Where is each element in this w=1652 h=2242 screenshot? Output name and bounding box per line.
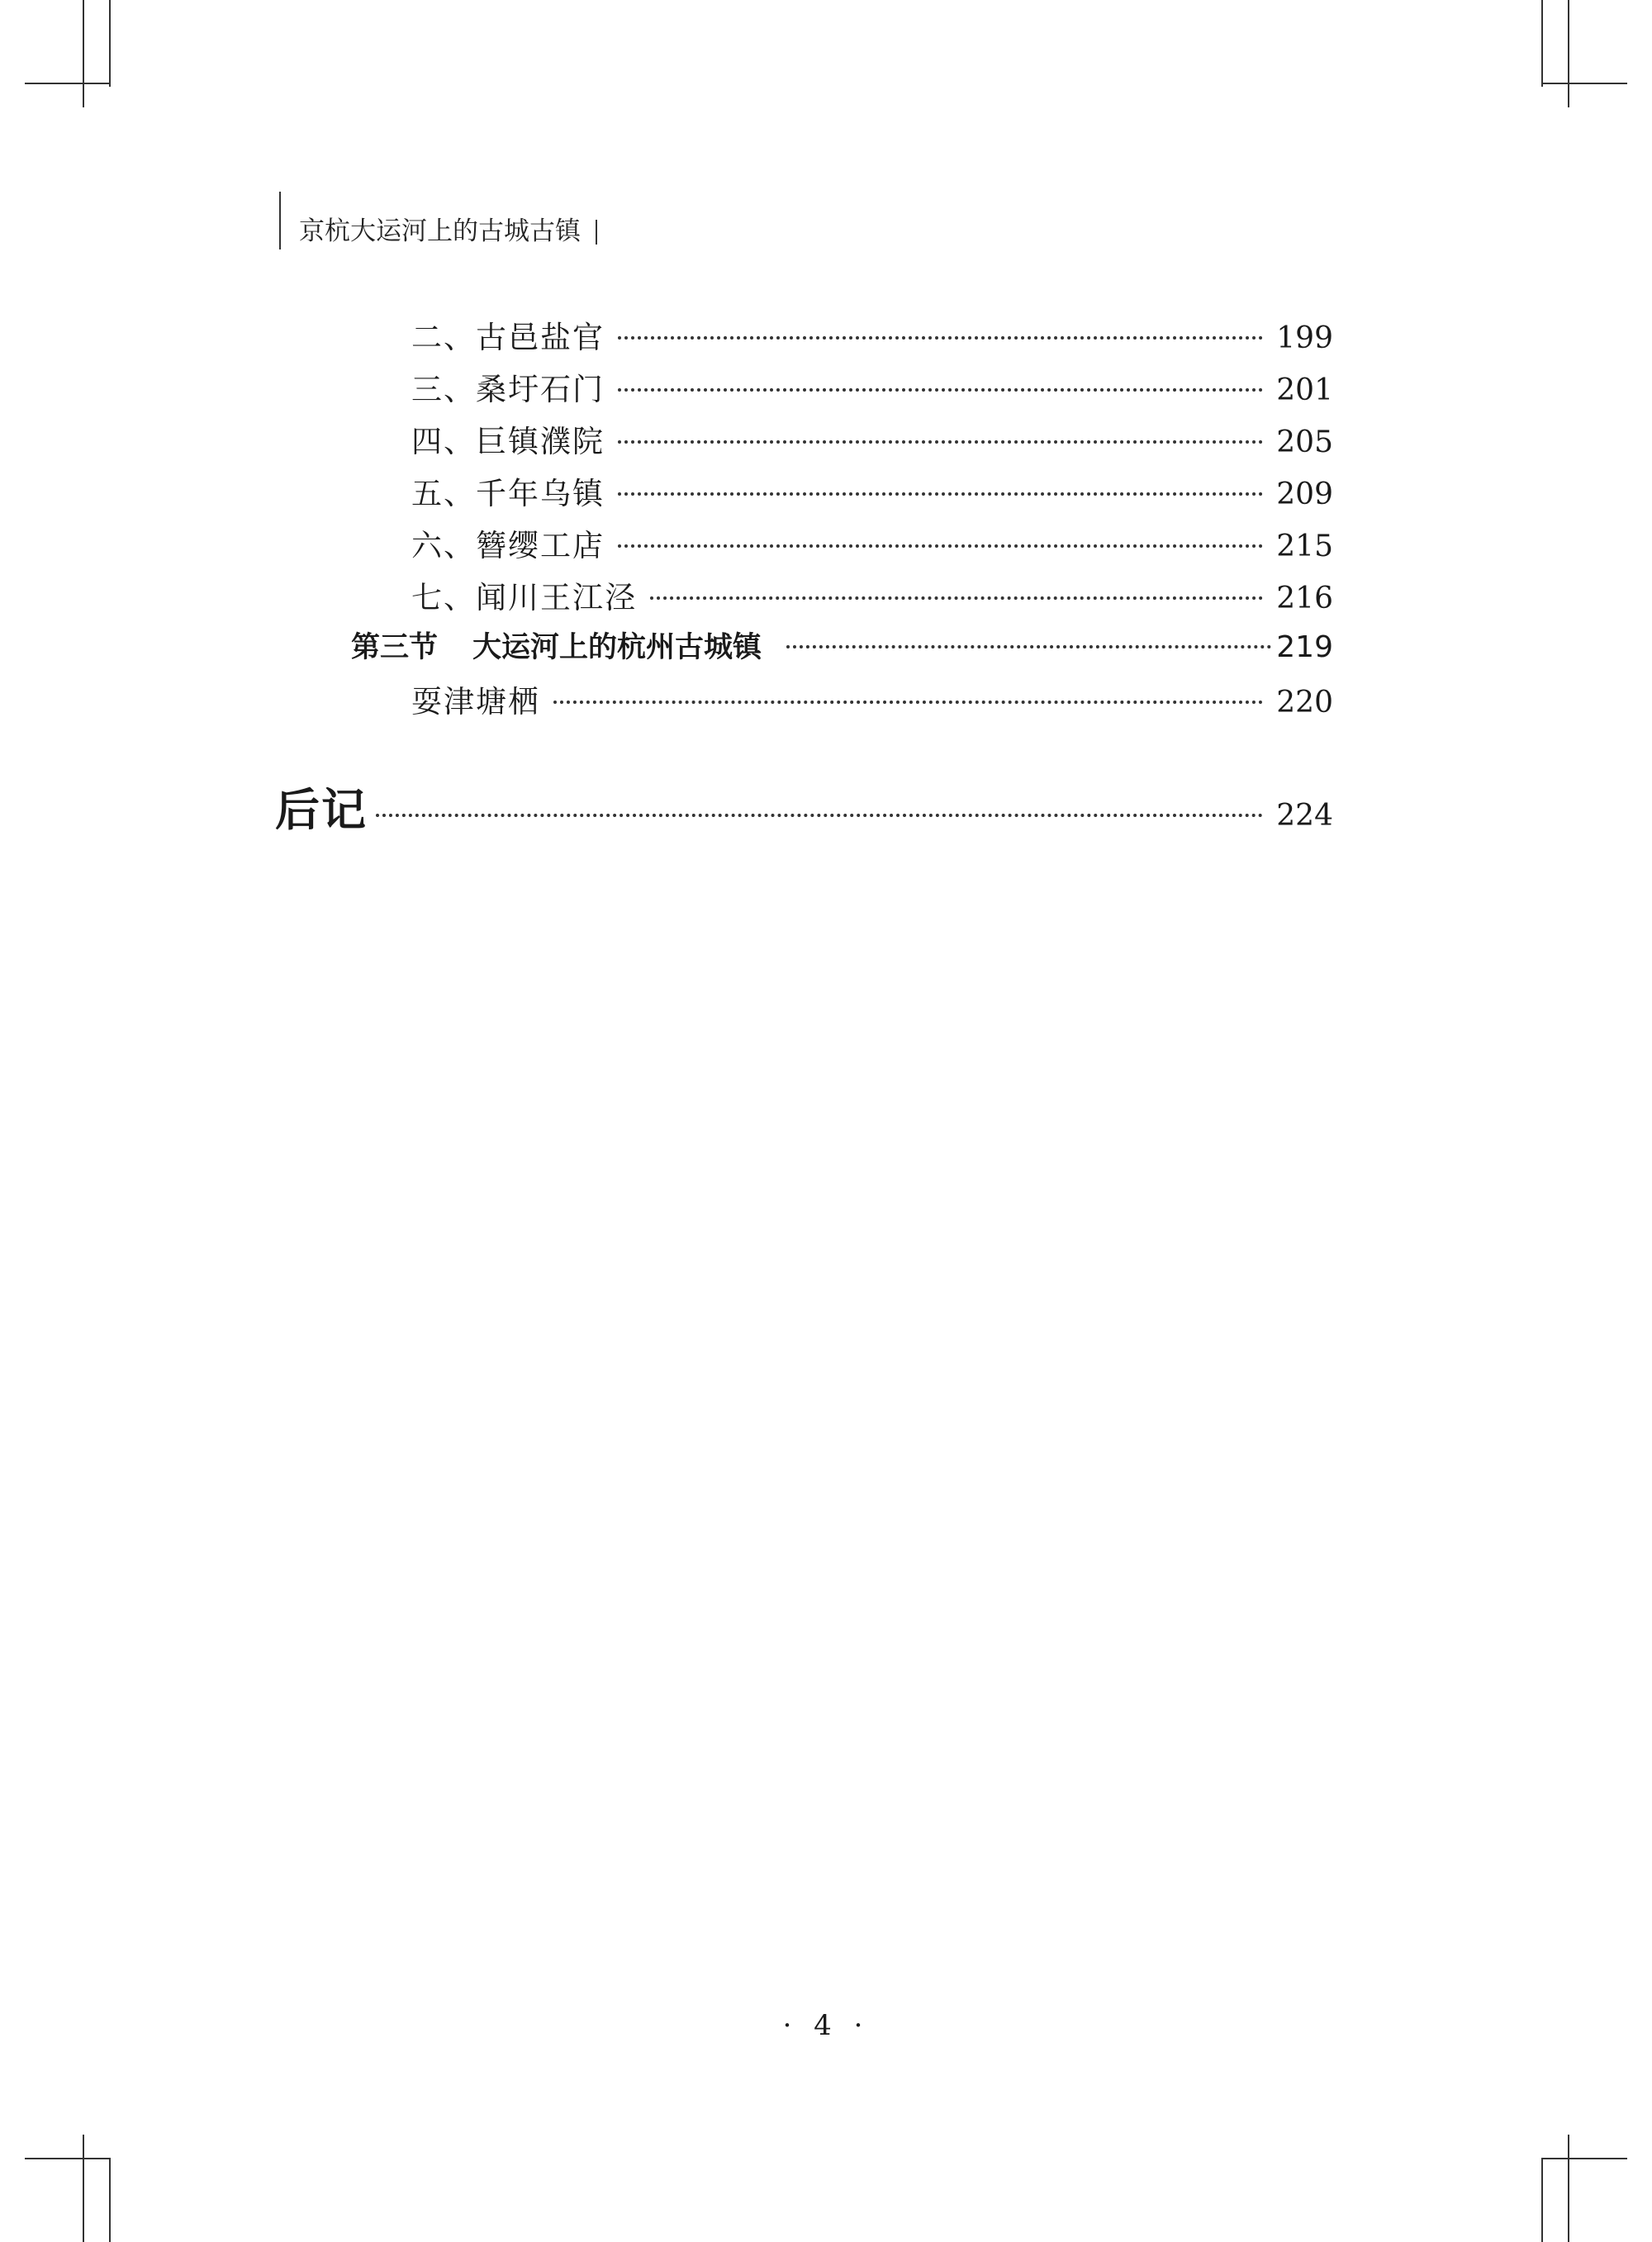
toc-entry-title: 四、巨镇濮院 xyxy=(411,424,605,459)
toc-entry-title: 七、闻川王江泾 xyxy=(411,580,637,615)
toc-entry[interactable] xyxy=(411,416,1333,466)
crop-mark xyxy=(83,0,84,107)
toc-postscript[interactable] xyxy=(275,775,1333,841)
crop-mark xyxy=(109,0,111,87)
crop-mark xyxy=(109,2158,111,2242)
toc-section-heading[interactable] xyxy=(351,625,1333,674)
dot-leader xyxy=(650,596,1263,600)
section-title: 大运河上的杭州古城镇 xyxy=(472,631,762,664)
section-page: 219 xyxy=(1276,630,1333,664)
dot-leader xyxy=(618,440,1263,444)
toc-entry-page: 199 xyxy=(1276,321,1333,355)
toc-entry-page: 216 xyxy=(1276,582,1333,615)
crop-mark xyxy=(83,2135,84,2242)
crop-mark xyxy=(1541,2158,1627,2159)
running-header xyxy=(279,192,597,249)
toc-entry[interactable] xyxy=(411,364,1333,414)
toc-entry-title: 五、千年乌镇 xyxy=(411,476,605,511)
toc-entry[interactable] xyxy=(411,677,1333,726)
toc-entry-title: 二、古邑盐官 xyxy=(411,320,605,355)
dot-leader xyxy=(618,388,1263,392)
toc-entry-page: 220 xyxy=(1276,686,1333,720)
crop-mark xyxy=(1568,0,1569,107)
toc-entry[interactable] xyxy=(411,520,1333,570)
dot-leader xyxy=(618,336,1263,340)
toc-entry-page: 215 xyxy=(1276,530,1333,563)
dot-leader xyxy=(553,701,1263,704)
header-divider xyxy=(596,220,597,245)
toc-entry[interactable] xyxy=(411,468,1333,518)
toc-entry-title: 六、簪缨工店 xyxy=(411,528,605,563)
toc-entry-page: 205 xyxy=(1276,425,1333,459)
toc-entry[interactable] xyxy=(411,572,1333,622)
dot-leader xyxy=(786,645,1271,648)
toc-entry[interactable] xyxy=(411,312,1333,362)
dot-leader xyxy=(618,544,1263,548)
running-title: 京杭大运河上的古城古镇 xyxy=(299,216,581,246)
page-number: · 4 · xyxy=(782,2009,870,2042)
toc-entry-page: 209 xyxy=(1276,477,1333,511)
crop-mark xyxy=(25,83,111,84)
toc-entry-title: 三、桑圩石门 xyxy=(411,372,605,407)
dot-leader xyxy=(618,492,1263,496)
section-label: 第三节 xyxy=(351,631,439,664)
crop-mark xyxy=(1541,2158,1543,2242)
postscript-title: 后记 xyxy=(275,783,368,836)
postscript-page: 224 xyxy=(1276,799,1333,833)
toc-entry-title: 耍津塘栖 xyxy=(411,684,540,720)
toc-entry-page: 201 xyxy=(1276,373,1333,407)
crop-mark xyxy=(1541,0,1543,87)
crop-mark xyxy=(25,2158,111,2159)
dot-leader xyxy=(376,814,1263,817)
crop-mark xyxy=(1568,2135,1569,2242)
crop-mark xyxy=(1541,83,1627,84)
